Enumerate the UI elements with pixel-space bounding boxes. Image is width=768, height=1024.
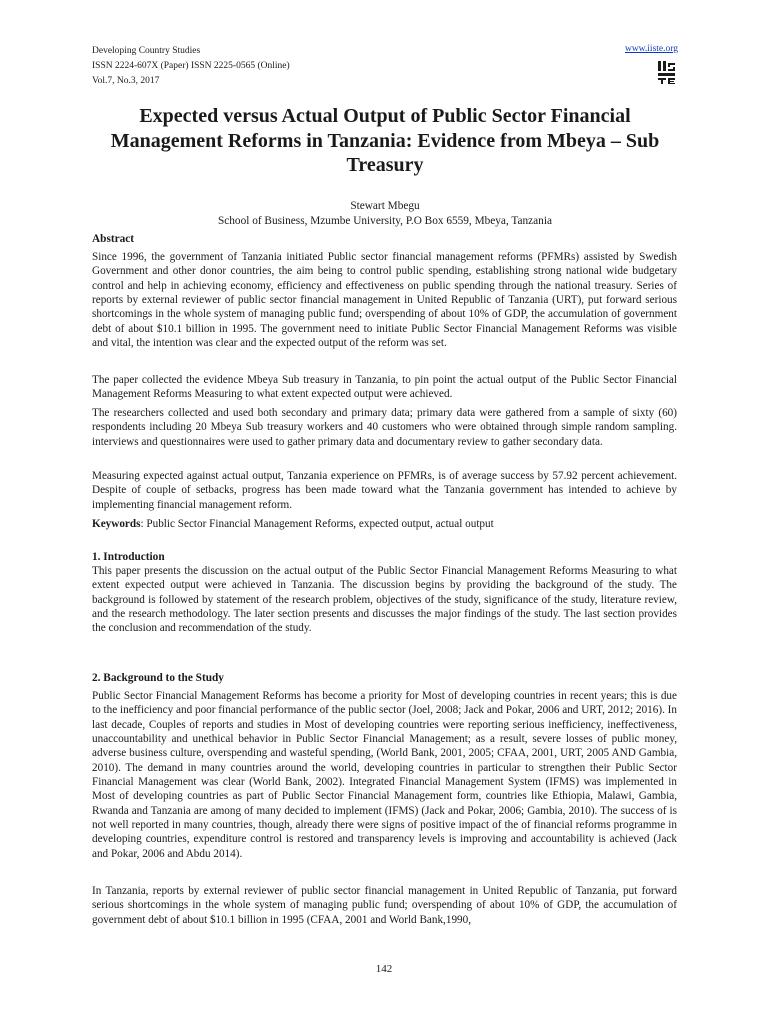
journal-name: Developing Country Studies xyxy=(92,46,201,56)
abstract-paragraph: The paper collected the evidence Mbeya Sub treasury in Tanzania, to pin point the actual output of the Public Sector Financial Management Reforms Measuring to what extent expected output were achieved. xyxy=(92,374,677,401)
keywords-line xyxy=(92,517,677,531)
section-heading-introduction: 1. Introduction xyxy=(92,551,165,563)
section-paragraph: Public Sector Financial Management Reforms has become a priority for Most of developing countries in recent years; this is due to the inefficiency and poor financial performance of the public sector (Joel, 2008; Jack and Pokar, 2006 and URT, 2012; 2016). In last decade, Couples of reports and studies in Most of developing countries were reporting serious inefficiency, ineffectiveness, unaccountability and unethical behavior in Public Sector Financial Management; as a result, severe losses of public money, adverse business culture, overspending and wasteful spending, (World Bank, 2001, 2005; CFAA, 2001, URT, 2005 AND Gambia, 2010). The demand in many countries around the world, developing countries in particular to strengthen their Public Sector Financial Management was clear (World Bank, 2002). Integrated Financial Management System (IFMS) was implemented in Most of developing countries as part of Public Sector Financial Management form, countries like Ethiopia, Malawi, Gambia, Rwanda and Tanzania are among of many decided to implement (IFMS) (Jack and Pokar, 2006; Gambia, 2010). The success of is not well reported in many countries, though, already there were signs of positive impact of the of financial reforms programme in developing countries, expenditure control is restored and transparency levels is improving and accountability is achieved (Jack and Pokar, 2006 and Abdu 2014). xyxy=(92,690,677,860)
section-heading-background: 2. Background to the Study xyxy=(92,672,224,684)
abstract-paragraph: Measuring expected against actual output, Tanzania experience on PFMRs, is of average success by 57.92 percent achievement. Despite of couple of setbacks, progress has been made toward what the Tanzania government has intended to achieve by implementing financial management reform. xyxy=(92,470,677,511)
journal-url-link[interactable]: www.iiste.org xyxy=(624,44,678,54)
journal-header xyxy=(92,44,678,88)
section-paragraph: In Tanzania, reports by external reviewer of public sector financial management in United Republic of Tanzania, put forward serious shortcomings in the whole system of managing public fund; overspending of about 10% of GDP, the accumulation of government debt of about $10.1 billion in 1995 (CFAA, 2001 and World Bank,1990, xyxy=(92,885,677,926)
abstract-paragraph: The researchers collected and used both secondary and primary data; primary data were gathered from a sample of sixty (60) respondents including 20 Mbeya Sub treasury workers and 40 customers who were obtained through simple random sampling. interviews and questionnaires were used to gather primary data and documentary review to gather secondary data. xyxy=(92,407,677,448)
keywords-label: Keywords xyxy=(92,518,141,530)
abstract-paragraph: Since 1996, the government of Tanzania initiated Public sector financial management reforms (PFMRs) assisted by Swedish Government and other donor countries, the aim being to control public spending, establishing strong national wide budgetary control and help in achieving economy, efficiency and effectiveness on public spending through the national treasury. Series of reports by external reviewer of public sector financial management in United Republic of Tanzania (URT), put forward serious shortcomings in the whole system of managing public fund; overspending of about 10% of GDP, the accumulation of government debt of about $10.1 billion in 1995. The government need to initiate Public Sector Financial Management Reforms was visible and vital, the intention was clear and the expected output of the reform was set. xyxy=(92,251,677,350)
issn-line: ISSN 2224-607X (Paper) ISSN 2225-0565 (Online) xyxy=(92,61,290,71)
volume-line: Vol.7, No.3, 2017 xyxy=(92,76,160,86)
author-name: Stewart Mbegu xyxy=(350,200,420,212)
page-number: 142 xyxy=(375,963,393,975)
iiste-logo-icon xyxy=(656,59,678,85)
author-affiliation: School of Business, Mzumbe University, P.O Box 6559, Mbeya, Tanzania xyxy=(217,215,552,227)
paper-title: Expected versus Actual Output of Public Sector Financial Management Reforms in Tanzania: Evidence from Mbeya – Sub Treasury xyxy=(110,105,660,176)
section-paragraph: This paper presents the discussion on the actual output of the Public Sector Financial Management Reforms Measuring to what extent expected output were achieved in Tanzania. The discussion begins by providing the background of the study. The background is followed by statement of the research problem, objectives of the study, significance of the study, literature review, and the research methodology. The later section presents and discusses the major findings of the study. The last section provides the conclusion and recommendation of the study. xyxy=(92,565,677,635)
keywords-text: : Public Sector Financial Management Reforms, expected output, actual output xyxy=(140,518,494,530)
abstract-heading: Abstract xyxy=(92,233,135,245)
